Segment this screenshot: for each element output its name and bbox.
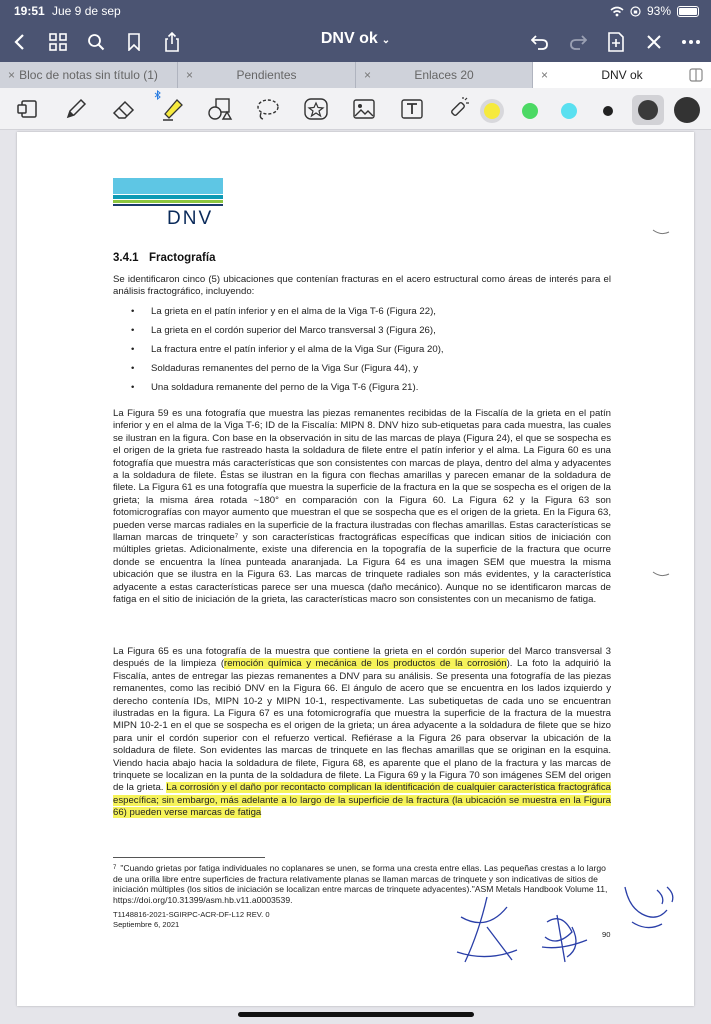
bluetooth-icon <box>154 90 162 100</box>
status-bar <box>0 0 711 22</box>
dnv-logo-text: DNV <box>167 208 214 229</box>
battery-icon <box>677 6 699 17</box>
dnv-logo-stripe-green <box>113 200 223 203</box>
undo-icon[interactable] <box>526 28 554 56</box>
wifi-icon <box>610 6 624 17</box>
pdf-page[interactable] <box>17 132 694 1006</box>
chevron-down-icon: ⌄ <box>381 35 391 46</box>
paragraph-text: ). La foto la adquirió la Fiscalía, antes de entregar las piezas remanentes a DNV para su análisis. Se presenta una fotografía de las piezas remanentes, como las recibió DNV en la Figura 66. El ángulo de acero que se encuentra en los lados izquierdo y derecho contenía IDs, MIPN 10-2 y MIPN 10-1, respectivamente. Las subetiquetas de cada uno se encuentran ilustradas en la figura. La Figura 67 es una fotomicrografía que muestra la superficie de la fractura de la muestra MIPN 10-2-1 en el que se sospecha es el origen de la grieta; un área adyacente a la soldadura de filete que se hizo para unir el cordón superior con el refuerzo vertical. Refiérase a la Figura 26 para observar la ubicación de la soldadura de filete. Son evidentes las marcas de trinquete en las flechas amarillas que se originan en la esquina. Viendo hacia abajo hacia la soldadura de filete, Figura 68, es aparente que el plano de la fractura y las marcas de trinquete se localizan en la punta de la soldadura de filete. La Figura 69 y la Figura 70 son imágenes SEM del origen de la grieta. <box>113 658 611 794</box>
section-title: Fractografía <box>149 252 216 264</box>
orientation-lock-icon <box>630 6 641 17</box>
document-date: Septiembre 6, 2021 <box>113 919 180 929</box>
document-tabs <box>0 62 711 88</box>
dnv-logo-stripe <box>113 195 223 199</box>
bullet-list <box>131 306 601 401</box>
highlight-annotation[interactable]: La corrosión y el daño por recontacto complican la identificación de cualquier característica fractográfica específica; sin embargo, más adelante a lo largo de la superficie de la fractura (la ubicación se muestra en la Figura 66) pueden verse marcas de fatiga <box>113 782 611 819</box>
close-tab-icon[interactable]: × <box>364 68 372 82</box>
status-date: Jue 9 de sep <box>52 4 121 18</box>
add-page-icon[interactable] <box>602 28 630 56</box>
list-item: • Una soldadura remanente del perno de la Viga T-6 (Figura 21). <box>131 382 601 401</box>
list-item: • La grieta en el cordón superior del Marco transversal 3 (Figura 26), <box>131 325 601 344</box>
stroke-size-small[interactable] <box>603 106 613 116</box>
section-heading <box>113 252 215 264</box>
tab-label: DNV ok <box>601 68 643 82</box>
nav-bar <box>0 24 711 60</box>
status-time: 19:51 <box>14 4 45 18</box>
paragraph-figure-65 <box>113 646 611 820</box>
page-number: 90 <box>602 930 611 939</box>
footnote-divider <box>113 857 265 858</box>
close-tab-icon[interactable]: × <box>186 68 194 82</box>
dnv-logo-bar <box>113 178 223 194</box>
pen-icon[interactable] <box>62 96 90 122</box>
text-box-icon[interactable] <box>398 96 426 122</box>
color-swatch-cyan[interactable] <box>561 103 577 119</box>
annotation-toolbar <box>0 88 711 130</box>
shapes-icon[interactable] <box>206 96 234 122</box>
color-swatch-green[interactable] <box>522 103 538 119</box>
stroke-size-medium[interactable] <box>638 100 658 120</box>
app-header <box>0 0 711 62</box>
redo-icon[interactable] <box>564 28 592 56</box>
lasso-icon[interactable] <box>254 96 282 122</box>
battery-percent: 93% <box>646 4 671 18</box>
status-icons <box>610 4 699 18</box>
section-number: 3.4.1 <box>113 252 139 264</box>
tab-enlaces-20[interactable] <box>356 62 533 88</box>
tab-bloc-de-notas[interactable] <box>0 62 178 88</box>
tab-label: Pendientes <box>236 68 297 82</box>
list-item: • La fractura entre el patín inferior y el alma de la Viga Sur (Figura 20), <box>131 344 601 363</box>
close-icon[interactable] <box>640 28 668 56</box>
list-item: • Soldaduras remanentes del perno de la Viga Sur (Figura 44), y <box>131 363 601 382</box>
tab-dnv-ok[interactable] <box>533 62 711 88</box>
eraser-icon[interactable] <box>110 96 138 122</box>
tab-pendientes[interactable] <box>178 62 356 88</box>
more-options-icon[interactable] <box>677 28 705 56</box>
tab-label: Bloc de notas sin título (1) <box>19 68 158 82</box>
split-view-icon[interactable] <box>689 68 703 82</box>
highlighter-icon[interactable] <box>158 96 186 122</box>
image-icon[interactable] <box>350 96 378 122</box>
document-title: DNV ok <box>320 30 378 47</box>
footnote <box>113 863 611 905</box>
laser-pointer-icon[interactable] <box>444 96 472 122</box>
page-footer <box>113 910 270 929</box>
document-code: T1148816-2021-SGIRPC-ACR-DF-L12 REV. 0 <box>113 910 270 919</box>
color-swatch-yellow[interactable] <box>484 103 500 119</box>
paragraph-text: La Figura 65 es una fotografía de la muestra que contiene la grieta en el cordón superior del Marco transversal 3 después de la limpieza ( <box>113 646 611 670</box>
footnote-text: "Cuando grietas por fatiga individuales no coplanares se unen, se forma una cresta entre ellas. Las pequeñas crestas a lo largo de una orilla libre entre superficies de fractura relativamente planas se llaman marcas de trinquete y son indicativas de sitios de iniciación múltiples (los sitios de iniciación se localizan entre marcas de trinquete adyacentes)."ASM Metals Handbook Volume 11, https://doi.org/10.31399/asm.hb.v11.a0003539. <box>113 863 608 905</box>
footnote-number: 7 <box>113 865 117 871</box>
home-indicator[interactable] <box>238 1012 474 1017</box>
read-mode-icon[interactable] <box>14 96 42 122</box>
dnv-logo-stripe-navy <box>113 204 223 206</box>
tab-label: Enlaces 20 <box>414 68 474 82</box>
elements-sticker-icon[interactable] <box>302 96 330 122</box>
list-item: • La grieta en el patín inferior y en el alma de la Viga T-6 (Figura 22), <box>131 306 601 325</box>
paragraph-figure-59: La Figura 59 es una fotografía que muestra las piezas remanentes recibidas de la Fiscalía de la grieta en el patín inferior y en el alma de la Viga T-6; ID de la Fiscalía: MIPN 8. DNV hizo sub-etiquetas para cada muestra, las cuales se ilustran en la figura. Con base en la observación in situ de las marcas de playa (Figura 24), el que se sospecha es el origen de la grieta fue rastreado hasta la soldadura de filete entre el patín inferior y el alma. La Figura 60 es una fotografía que muestra más características que son consistentes con marcas de playa, dentro del alma y adyacentes a la soldadura de filete. Éstas se ilustran en la figura con flechas amarillas y parecen emanar de la soldadura de filete. La Figura 61 es una fotografía que muestra la superficie de la fractura en la que se sospecha es el origen de la grieta; la misma área rotada ~180° en comparación con la Figura 60. La Figura 62 y la Figura 63 son fotomicrografías con mayor aumento que muestran el que se sospecha que es el origen de la grieta. En la Figura 63, pueden verse marcas radiales en la superficie de la fractura ilustradas con flechas amarillas. Estas características se llaman marcas de trinquete⁷ y son características fractográficas específicas que indican sitios de iniciación con múltiples grietas. Adicionalmente, existe una diferencia en la topografía de la superficie de la fractura que ocurre donde se encuentra la línea punteada anaranjada. La Figura 64 es una imagen SEM que muestra la misma ubicación que se ilustra en la Figura 63. Las marcas de trinquete radiales son más evidentes, y la característica adyacente a estas características parece ser una muesca (daño mecánico). Aunque no se identificaron marcas de fatiga en el sitio de iniciación de la grieta, las características macro son consistentes con un mecanismo de fatiga. <box>113 408 611 606</box>
intro-paragraph: Se identificaron cinco (5) ubicaciones que contenían fracturas en el acero estructural como áreas de interés para el análisis fractográfico, incluyendo: <box>113 274 611 298</box>
close-tab-icon[interactable]: × <box>541 68 549 82</box>
stroke-size-large[interactable] <box>674 97 700 123</box>
highlight-annotation[interactable]: remoción química y mecánica de los productos de la corrosión <box>224 658 507 670</box>
close-tab-icon[interactable]: × <box>8 68 16 82</box>
